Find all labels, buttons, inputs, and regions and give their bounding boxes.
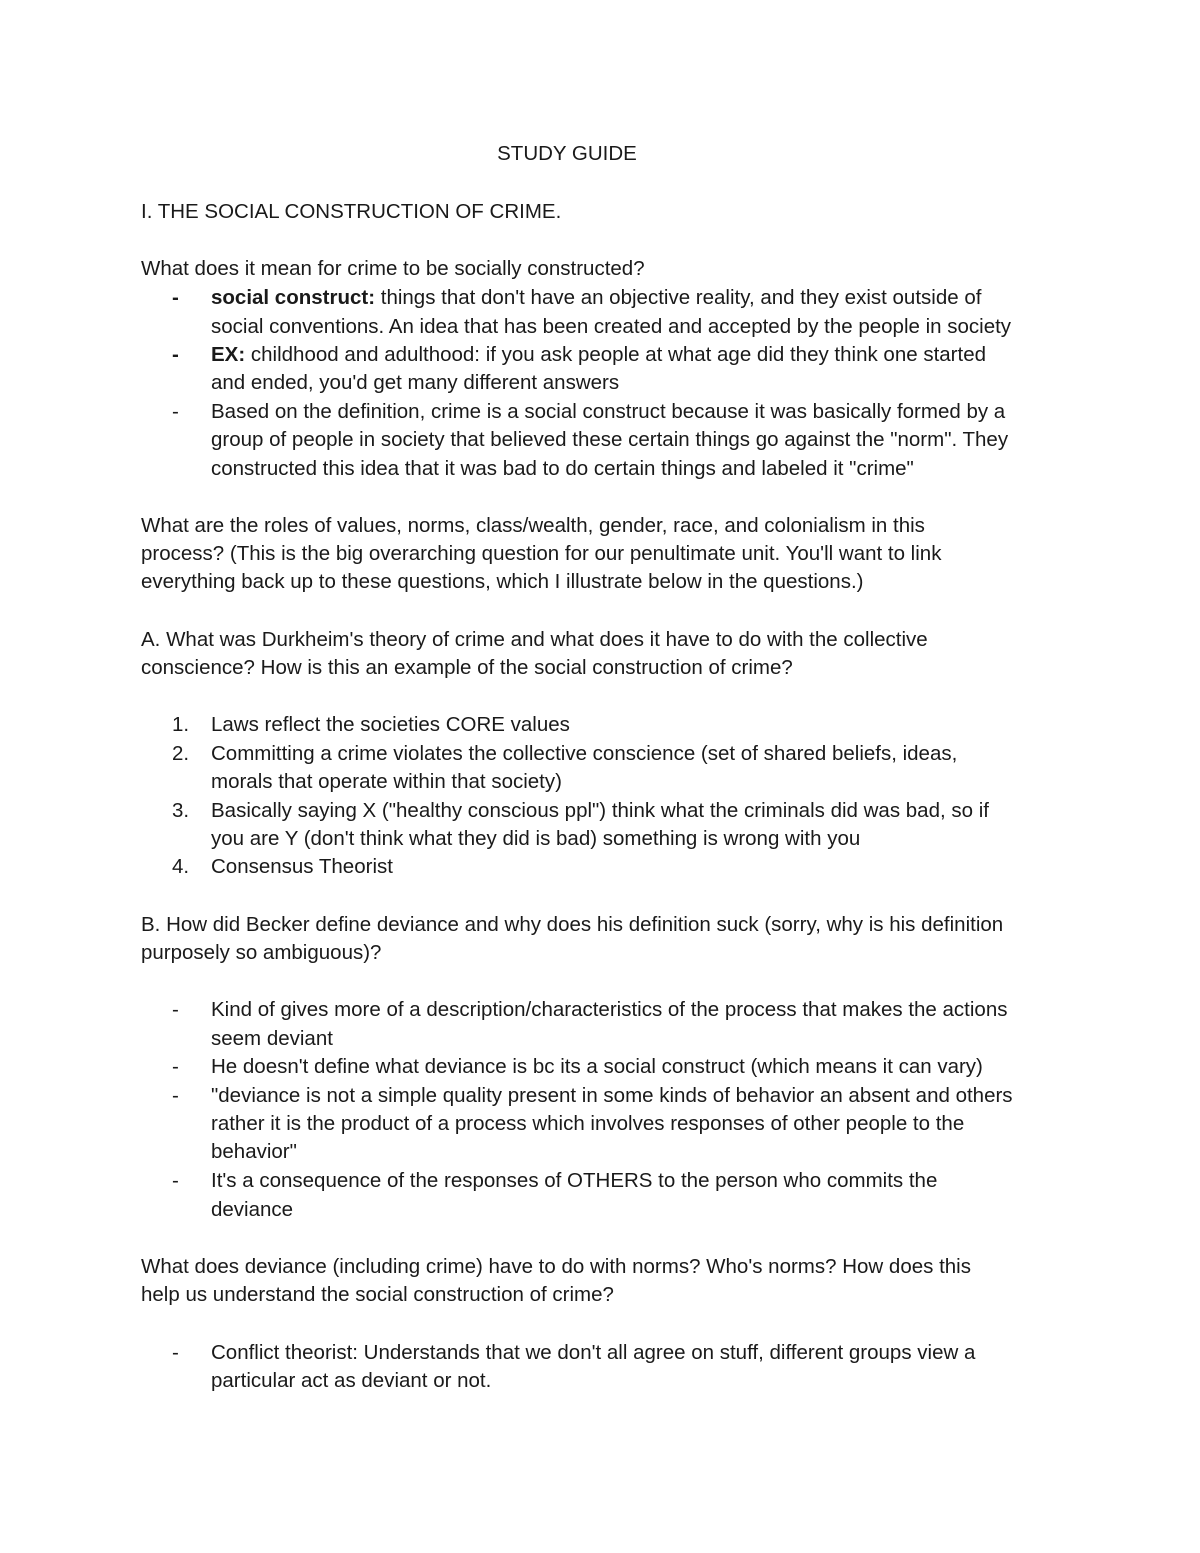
bullet-line: childhood and adulthood: if you ask people at what age did they think one started — [245, 343, 986, 366]
bullet-marker: - — [172, 286, 179, 309]
bullet-line: Kind of gives more of a description/characteristics of the process that makes the actions — [211, 998, 1008, 1021]
list-number: 4. — [172, 855, 190, 878]
bullet-line: Based on the definition, crime is a social construct because it was basically formed by a — [211, 400, 1006, 423]
bullet-line: group of people in society that believed these certain things go against the "norm". They — [211, 428, 1009, 451]
term-label: social construct: — [211, 286, 376, 309]
list-number: 3. — [172, 799, 190, 822]
bullet-marker: - — [172, 400, 179, 423]
bullet-line: deviance — [211, 1198, 294, 1221]
list-item-line: Committing a crime violates the collective conscience (set of shared beliefs, ideas, — [211, 742, 958, 765]
list-item-line: morals that operate within that society) — [211, 770, 562, 793]
question-durkheim-line: A. What was Durkheim's theory of crime and what does it have to do with the collective — [141, 628, 928, 651]
list-item-line: you are Y (don't think what they did is bad) something is wrong with you — [211, 827, 861, 850]
list-number: 1. — [172, 713, 190, 736]
question-durkheim-line: conscience? How is this an example of the social construction of crime? — [141, 656, 793, 679]
question-norms-line: What does deviance (including crime) have to do with norms? Who's norms? How does this — [141, 1255, 971, 1278]
bullet-line: "deviance is not a simple quality present in some kinds of behavior an absent and others — [211, 1084, 1013, 1107]
list-item-line: Consensus Theorist — [211, 855, 393, 878]
bullet-marker: - — [172, 998, 179, 1021]
bullet-marker: - — [172, 1084, 179, 1107]
question-roles-line: What are the roles of values, norms, class/wealth, gender, race, and colonialism in this — [141, 514, 925, 537]
question-norms-line: help us understand the social construction of crime? — [141, 1283, 614, 1306]
bullet-text — [211, 341, 986, 369]
question-becker-line: purposely so ambiguous)? — [141, 941, 382, 964]
question-roles-line: everything back up to these questions, which I illustrate below in the questions.) — [141, 570, 864, 593]
bullet-line: behavior" — [211, 1140, 297, 1163]
list-item-line: Basically saying X ("healthy conscious ppl") think what the criminals did was bad, so if — [211, 799, 989, 822]
question-becker-line: B. How did Becker define deviance and why does his definition suck (sorry, why is his definition — [141, 913, 1004, 936]
bullet-marker: - — [172, 343, 179, 366]
bullet-marker: - — [172, 1055, 179, 1078]
list-item-line: Laws reflect the societies CORE values — [211, 713, 570, 736]
bullet-line: rather it is the product of a process which involves responses of other people to the — [211, 1112, 965, 1135]
bullet-line: It's a consequence of the responses of OTHERS to the person who commits the — [211, 1169, 938, 1192]
bullet-line: constructed this idea that it was bad to do certain things and labeled it "crime" — [211, 457, 914, 480]
term-label: EX: — [211, 343, 246, 366]
bullet-line: social conventions. An idea that has been created and accepted by the people in society — [211, 315, 1012, 338]
document-title: STUDY GUIDE — [497, 142, 637, 165]
bullet-line: seem deviant — [211, 1027, 333, 1050]
bullet-line: particular act as deviant or not. — [211, 1369, 492, 1392]
section-heading: I. THE SOCIAL CONSTRUCTION OF CRIME. — [141, 200, 562, 223]
list-number: 2. — [172, 742, 190, 765]
bullet-line: He doesn't define what deviance is bc its a social construct (which means it can vary) — [211, 1055, 983, 1078]
bullet-marker: - — [172, 1341, 179, 1364]
bullet-line: and ended, you'd get many different answers — [211, 371, 620, 394]
question-socially-constructed: What does it mean for crime to be socially constructed? — [141, 257, 645, 280]
question-roles-line: process? (This is the big overarching question for our penultimate unit. You'll want to link — [141, 542, 942, 565]
bullet-line: Conflict theorist: Understands that we don't all agree on stuff, different groups view a — [211, 1341, 976, 1364]
bullet-text — [211, 284, 981, 312]
bullet-line: things that don't have an objective reality, and they exist outside of — [375, 286, 982, 309]
bullet-marker: - — [172, 1169, 179, 1192]
